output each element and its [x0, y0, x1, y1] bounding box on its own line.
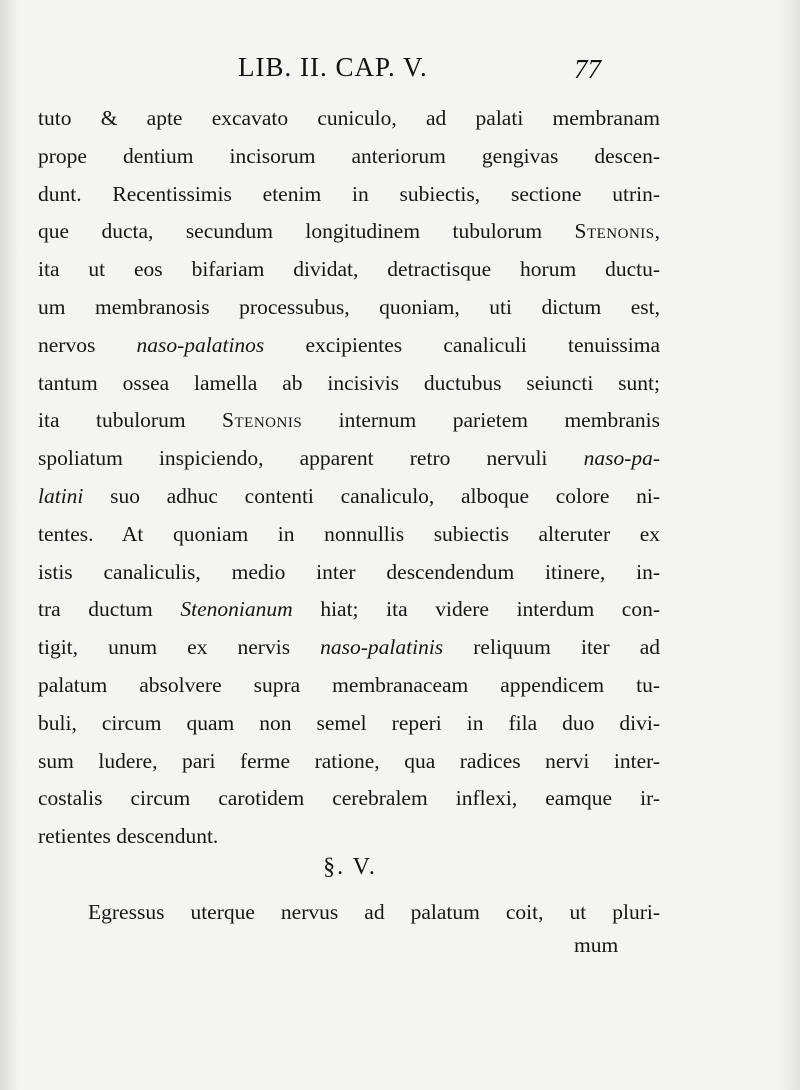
chapter-heading: LIB. II. CAP. V. — [238, 52, 428, 82]
text-segment: excipientes canaliculi tenuissima — [305, 332, 661, 357]
section-heading: §. V. — [323, 854, 377, 880]
text-line-19: costalis circum carotidem cerebralem inflexi, eamque ir- — [38, 786, 660, 811]
running-head — [0, 50, 800, 90]
italic-term: naso-pa- — [583, 446, 661, 471]
italic-term: latini — [38, 483, 84, 508]
text-line-6: um membranosis processubus, quoniam, uti dictum est, — [38, 294, 660, 319]
text-line-17: buli, circum quam non semel reperi in fila duo divi- — [38, 710, 660, 735]
text-segment: spoliatum inspiciendo, apparent retro nervuli — [38, 446, 548, 471]
text-segment: hiat; ita videre interdum con- — [320, 597, 661, 622]
text-segment: tra ductum — [38, 597, 153, 622]
text-line-2: prope dentium incisorum anteriorum gengivas descen- — [38, 143, 660, 168]
text-line-7 — [38, 327, 660, 365]
paragraph-next — [88, 894, 660, 932]
text-line-18: sum ludere, pari ferme ratione, qua radices nervi inter- — [38, 748, 660, 773]
text-line-14 — [38, 591, 660, 629]
text-line-1: tuto & apte excavato cuniculo, ad palati membranam — [38, 106, 660, 130]
text-segment: ita tubulorum — [38, 408, 186, 433]
text-line-9 — [38, 402, 660, 440]
italic-term: naso-palatinos — [136, 332, 265, 357]
text-segment: , — [654, 219, 660, 244]
text-line-10 — [38, 440, 660, 478]
text-segment: reliquum iter ad — [473, 635, 660, 660]
text-line-8: tantum ossea lamella ab incisivis ductubus seiuncti sunt; — [38, 370, 660, 395]
author-name-stenonis: Stenonis — [222, 408, 303, 433]
author-name-stenonis: Stenonis — [574, 219, 655, 244]
text-segment: que ducta, secundum longitudinem tubulorum — [38, 219, 543, 244]
text-segment: tigit, unum ex nervis — [38, 635, 291, 660]
text-line-next-1: Egressus uterque nervus ad palatum coit, ut pluri- — [88, 900, 660, 924]
text-line-16: palatum absolvere supra membranaceam appendicem tu- — [38, 672, 660, 697]
text-line-5: ita ut eos bifariam dividat, detractisque horum ductu- — [38, 257, 660, 282]
text-line-12: tentes. At quoniam in nonnullis subiectis alteruter ex — [38, 521, 660, 546]
catchword: mum — [574, 933, 619, 957]
text-segment: suo adhuc contenti canaliculo, alboque colore ni- — [110, 483, 660, 508]
text-line-15 — [38, 629, 660, 667]
paragraph-main — [38, 100, 660, 856]
text-segment: internum parietem membranis — [338, 408, 660, 433]
text-line-3: dunt. Recentissimis etenim in subiectis, sectione utrin- — [38, 181, 660, 206]
text-line-11 — [38, 478, 660, 516]
text-segment: nervos — [38, 332, 96, 357]
italic-term: naso-palatinis — [320, 635, 444, 660]
page-number: 77 — [574, 54, 601, 84]
text-line-20: retientes descendunt. — [38, 824, 219, 849]
italic-term: Stenonianum — [180, 597, 293, 622]
text-line-4 — [38, 213, 660, 251]
text-line-13: istis canaliculis, medio inter descendendum itinere, in- — [38, 559, 660, 584]
